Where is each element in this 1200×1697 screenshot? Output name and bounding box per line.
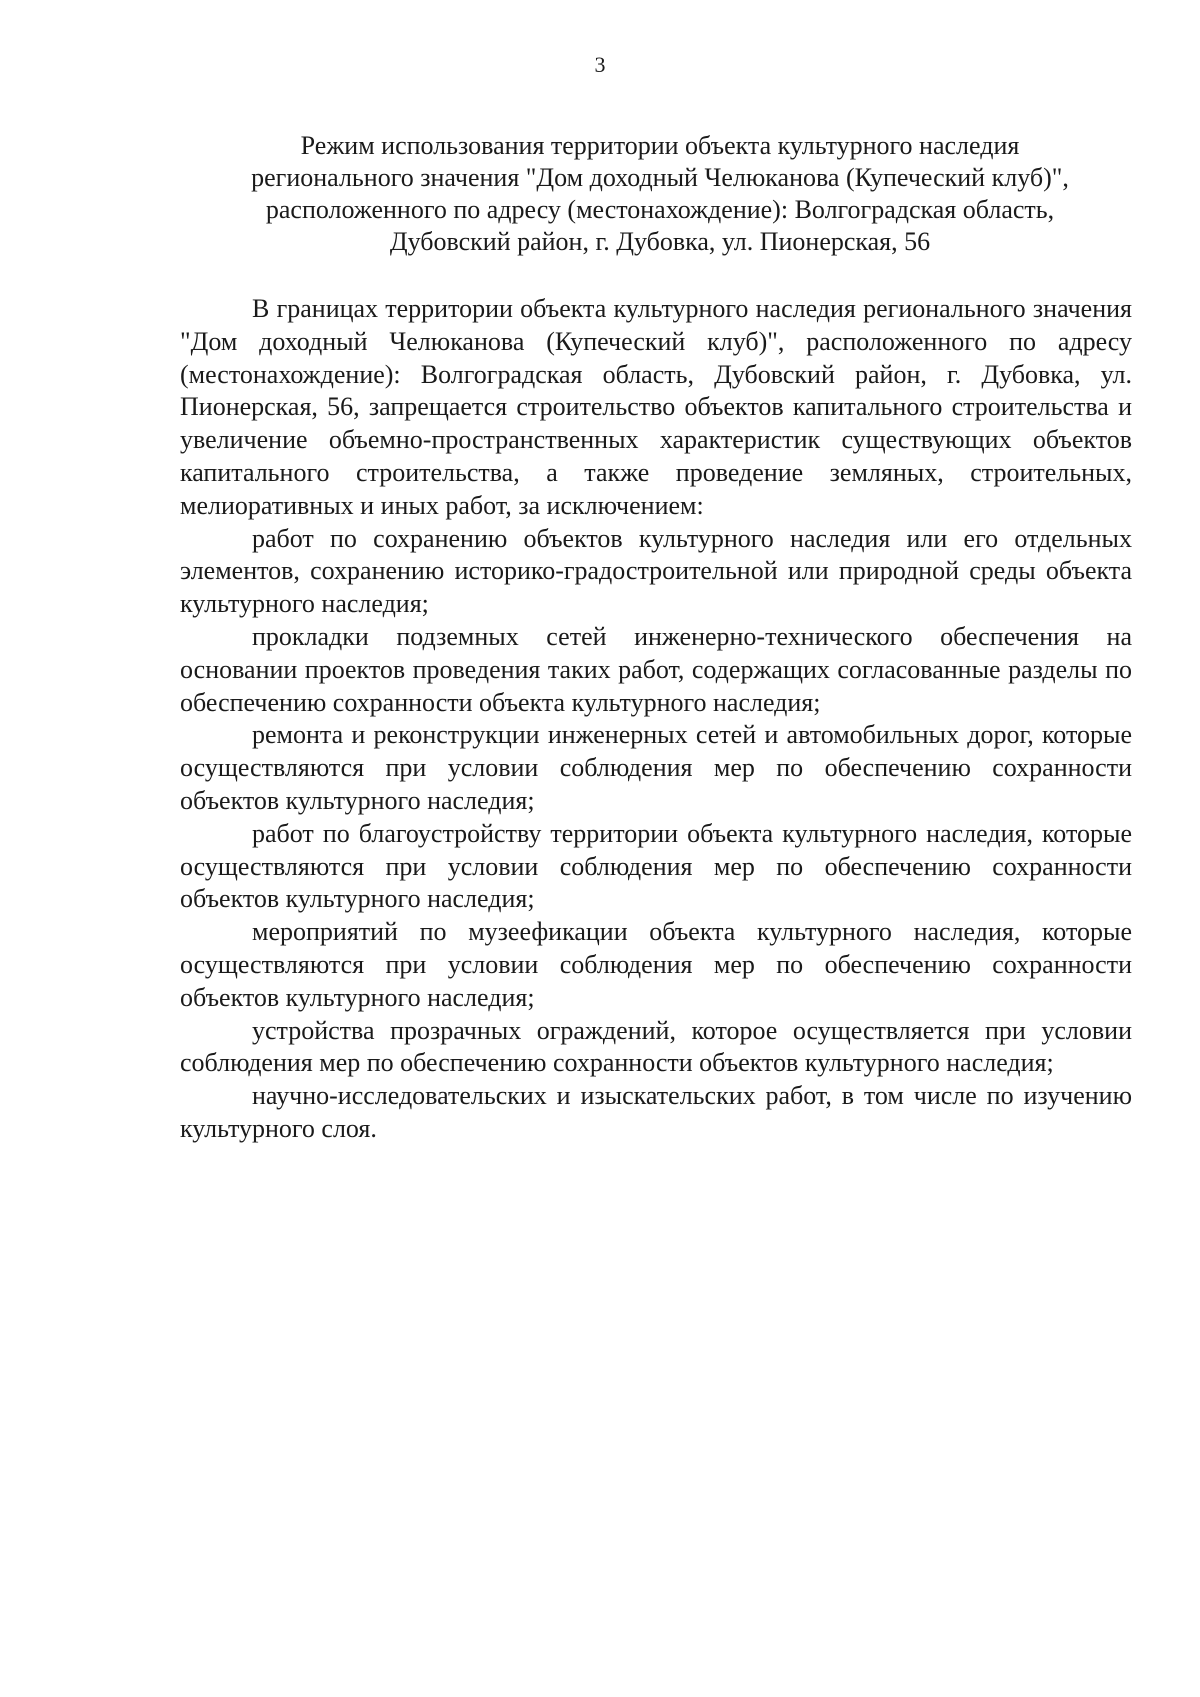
paragraph-exception: работ по сохранению объектов культурного наследия или его отдельных элементов, сохранению историко-градостроительной или природной среды объекта культурного наследия; (180, 523, 1132, 619)
paragraph-exception: мероприятий по музеефикации объекта культурного наследия, которые осуществляются при условии соблюдения мер по обеспечению сохранности объектов культурного наследия; (180, 917, 1132, 1012)
page-number: 3 (594, 52, 606, 77)
title-line: Дубовский район, г. Дубовка, ул. Пионерская, 56 (389, 227, 931, 256)
paragraph-exception: работ по благоустройству территории объекта культурного наследия, которые осуществляются при условии соблюдения мер по обеспечению сохранности объектов культурного наследия; (180, 818, 1132, 914)
paragraph-exception: ремонта и реконструкции инженерных сетей и автомобильных дорог, которые осуществляются при условии соблюдения мер по обеспечению сохранности объектов культурного наследия; (180, 720, 1132, 815)
title-line: регионального значения "Дом доходный Челюканова (Купеческий клуб)", (251, 163, 1069, 192)
paragraph-exception: научно-исследовательских и изыскательских работ, в том числе по изучению культурного слоя. (180, 1081, 1132, 1143)
document-body (180, 293, 1132, 1146)
title-line: Режим использования территории объекта культурного наследия (300, 131, 1020, 160)
title-line: расположенного по адресу (местонахождение): Волгоградская область, (265, 195, 1055, 224)
paragraph-intro: В границах территории объекта культурного наследия регионального значения "Дом доходный Челюканова (Купеческий клуб)", расположенного по адресу (местонахождение): Волгоградская область, Дубовский район, г. Дубовка, ул. Пионерская, 56, запрещается строительство объектов капитального строительства и увеличение объемно-пространственных характеристик существующих объектов капитального строительства, а также проведение земляных, строительных, мелиоративных и иных работ, за исключением: (180, 294, 1132, 520)
paragraph-exception: устройства прозрачных ограждений, которое осуществляется при условии соблюдения мер по обеспечению сохранности объектов культурного наследия; (180, 1015, 1132, 1078)
document-title (180, 130, 1140, 258)
paragraph-exception: прокладки подземных сетей инженерно-технического обеспечения на основании проектов проведения таких работ, содержащих согласованные разделы по обеспечению сохранности объекта культурного наследия; (180, 621, 1132, 717)
